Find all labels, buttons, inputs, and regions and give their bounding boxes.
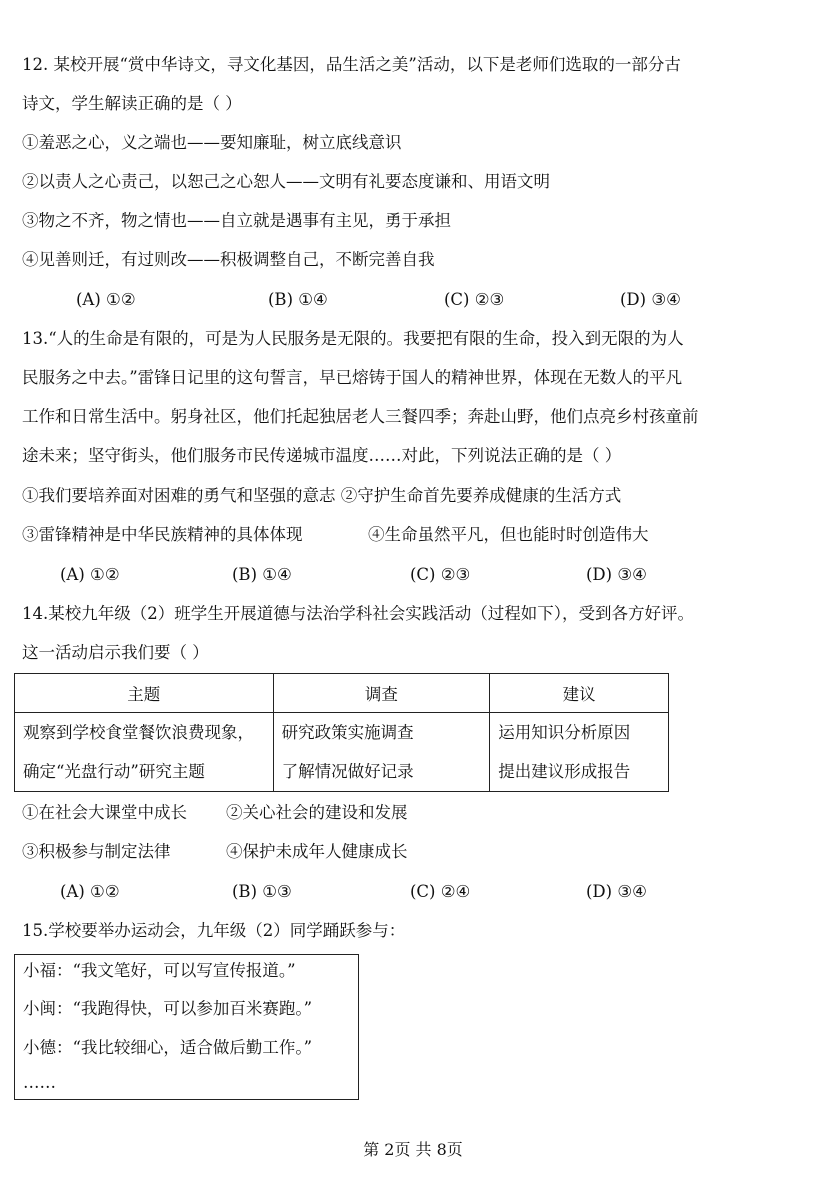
q13-stem-line4: 途未来；坚守街头，他们服务市民传递城市温度……对此，下列说法正确的是（ ） — [22, 446, 622, 465]
table-header-suggestion: 建议 — [490, 674, 669, 713]
q14-activity-table — [14, 673, 669, 792]
table-cell-survey — [273, 713, 490, 792]
q13-option-b: (B) ①④ — [232, 565, 292, 584]
q14-item-1: ①在社会大课堂中成长 — [22, 803, 187, 822]
q12-item-3: ③物之不齐，物之情也——自立就是遇事有主见，勇于承担 — [22, 211, 451, 230]
cell-line: 研究政策实施调查 — [281, 723, 414, 742]
q15-stem: 15.学校要举办运动会，九年级（2）同学踊跃参与： — [22, 921, 406, 940]
q13-item-3: ③雷锋精神是中华民族精神的具体体现 — [22, 525, 303, 544]
dialogue-line: 小闽：“我跑得快，可以参加百米赛跑。” — [23, 999, 313, 1018]
page-number: 第 2页 共 8页 — [363, 1140, 463, 1159]
table-cell-theme — [15, 713, 274, 792]
q12-stem-line2: 诗文，学生解读正确的是（ ） — [22, 94, 242, 113]
dialogue-line: …… — [23, 1073, 56, 1092]
q13-option-c: (C) ②③ — [410, 565, 471, 584]
q13-stem-line1: 13.“人的生命是有限的，可是为人民服务是无限的。我要把有限的生命，投入到无限的为人 — [22, 329, 684, 348]
q13-item-4: ④生命虽然平凡，但也能时时创造伟大 — [368, 525, 649, 544]
q14-item-3: ③积极参与制定法律 — [22, 842, 171, 861]
q13-items-row1: ①我们要培养面对困难的勇气和坚强的意志 ②守护生命首先要养成健康的生活方式 — [22, 486, 622, 505]
q14-option-a: (A) ①② — [60, 882, 120, 901]
dialogue-line: 小德：“我比较细心，适合做后勤工作。” — [23, 1038, 313, 1057]
q12-option-b: (B) ①④ — [268, 290, 328, 309]
q12-stem-line1: 12. 某校开展“赏中华诗文，寻文化基因，品生活之美”活动，以下是老师们选取的一部分古 — [22, 55, 681, 74]
cell-line: 提出建议形成报告 — [498, 762, 631, 781]
cell-line: 观察到学校食堂餐饮浪费现象， — [23, 723, 254, 742]
q12-option-a: (A) ①② — [76, 290, 136, 309]
q12-option-d: (D) ③④ — [620, 290, 681, 309]
cell-line: 确定“光盘行动”研究主题 — [23, 762, 205, 781]
q14-stem-line2: 这一活动启示我们要（ ） — [22, 643, 209, 662]
q14-item-4: ④保护未成年人健康成长 — [226, 842, 408, 861]
q13-option-d: (D) ③④ — [586, 565, 647, 584]
q12-option-c: (C) ②③ — [444, 290, 505, 309]
q12-item-1: ①羞恶之心，义之端也——要知廉耻，树立底线意识 — [22, 133, 402, 152]
cell-line: 运用知识分析原因 — [498, 723, 631, 742]
table-cell-suggestion — [490, 713, 669, 792]
dialogue-line: 小福：“我文笔好，可以写宣传报道。” — [23, 961, 296, 980]
q14-item-2: ②关心社会的建设和发展 — [226, 803, 408, 822]
table-header-survey: 调查 — [273, 674, 490, 713]
q14-option-b: (B) ①③ — [232, 882, 292, 901]
table-row — [15, 713, 669, 792]
q13-stem-line3: 工作和日常生活中。躬身社区，他们托起独居老人三餐四季；奔赴山野，他们点亮乡村孩童前 — [22, 407, 699, 426]
q14-stem-line1: 14.某校九年级（2）班学生开展道德与法治学科社会实践活动（过程如下），受到各方好评。 — [22, 604, 694, 623]
q13-option-a: (A) ①② — [60, 565, 120, 584]
table-header-theme: 主题 — [15, 674, 274, 713]
cell-line: 了解情况做好记录 — [281, 762, 414, 781]
q13-stem-line2: 民服务之中去。”雷锋日记里的这句誓言，早已熔铸于国人的精神世界，体现在无数人的平凡 — [22, 368, 683, 387]
q15-dialogue-box — [14, 954, 359, 1100]
q14-option-d: (D) ③④ — [586, 882, 647, 901]
q12-item-4: ④见善则迁，有过则改——积极调整自己，不断完善自我 — [22, 250, 435, 269]
q12-item-2: ②以责人之心责己，以恕己之心恕人——文明有礼要态度谦和、用语文明 — [22, 172, 550, 191]
q14-option-c: (C) ②④ — [410, 882, 471, 901]
table-header-row — [15, 674, 669, 713]
